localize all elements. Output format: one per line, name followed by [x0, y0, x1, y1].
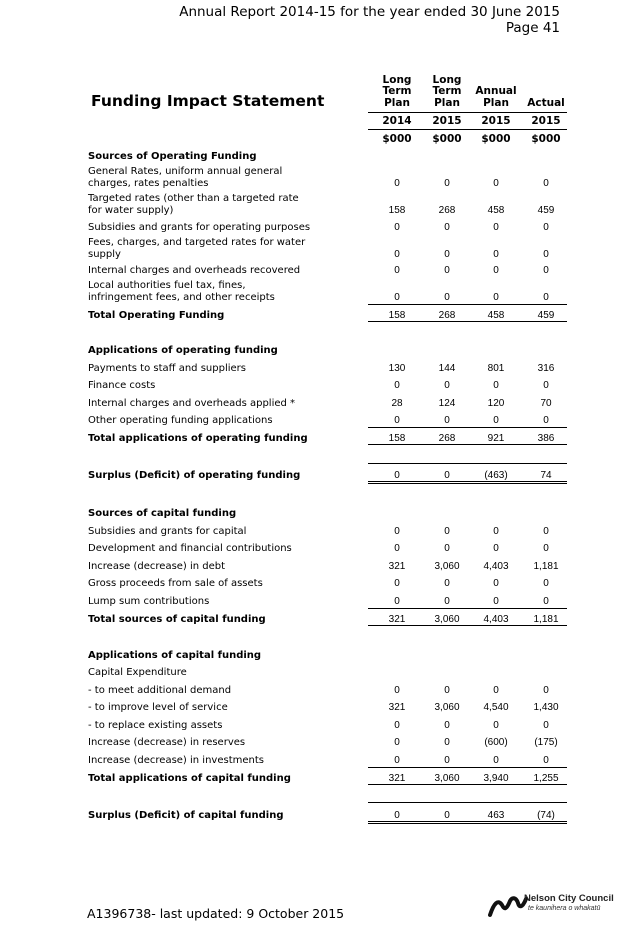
value-cell: 70 — [540, 398, 552, 409]
value-cell: 0 — [444, 265, 450, 276]
total-rule — [368, 625, 567, 626]
row-label: Applications of capital funding — [88, 650, 262, 661]
row-label: Total applications of operating funding — [88, 433, 308, 444]
value-cell: 4,540 — [483, 702, 509, 713]
value-cell: 0 — [543, 415, 549, 426]
value-cell: 0 — [493, 222, 499, 233]
value-cell: 0 — [394, 292, 400, 303]
row-label: Subsidies and grants for operating purposes — [88, 222, 311, 233]
value-cell: 386 — [537, 433, 555, 444]
value-cell: 0 — [444, 526, 450, 537]
value-cell: 0 — [543, 526, 549, 537]
header-rule — [368, 129, 567, 130]
row-label: Surplus (Deficit) of operating funding — [88, 470, 301, 481]
row-label: Total applications of capital funding — [88, 773, 291, 784]
report-title: Annual Report 2014-15 for the year ended 30 June 2015 — [179, 4, 560, 20]
value-cell: 0 — [493, 526, 499, 537]
column-header-unit: $000 — [382, 133, 412, 145]
value-cell: 0 — [493, 380, 499, 391]
value-cell: 0 — [444, 470, 450, 481]
page-header — [179, 4, 560, 36]
row-label: - to meet additional demand — [88, 685, 232, 696]
value-cell: 0 — [493, 292, 499, 303]
value-cell: 0 — [444, 543, 450, 554]
value-cell: 321 — [388, 773, 406, 784]
value-cell: 463 — [487, 810, 505, 821]
column-header-label: Long Term Plan — [432, 73, 462, 109]
value-cell: 0 — [543, 265, 549, 276]
row-label: Subsidies and grants for capital — [88, 526, 247, 537]
value-cell: 74 — [540, 470, 552, 481]
column-header-label: Actual — [527, 96, 565, 109]
page-number: Page 41 — [505, 20, 560, 36]
value-cell: 0 — [493, 543, 499, 554]
value-cell: 0 — [493, 685, 499, 696]
row-label: Sources of Operating Funding — [88, 151, 257, 162]
row-label: - to improve level of service — [88, 702, 228, 713]
value-cell: 321 — [388, 614, 406, 625]
column-header-unit: $000 — [481, 133, 511, 145]
row-label: Targeted rates (other than a targeted rate for water supply) — [88, 193, 299, 216]
council-logo-icon — [488, 893, 528, 919]
value-cell: 0 — [543, 380, 549, 391]
subtotal-rule — [368, 767, 567, 768]
value-cell: 0 — [543, 755, 549, 766]
total-rule — [368, 321, 567, 322]
value-cell: 0 — [493, 720, 499, 731]
value-cell: (600) — [484, 737, 508, 748]
council-name: Nelson City Council — [524, 893, 614, 904]
value-cell: 0 — [493, 596, 499, 607]
value-cell: (74) — [537, 810, 555, 821]
value-cell: 158 — [388, 433, 406, 444]
row-label: Total Operating Funding — [88, 310, 225, 321]
surplus-double-rule — [368, 821, 567, 822]
value-cell: 1,181 — [533, 614, 559, 625]
value-cell: 0 — [543, 249, 549, 260]
value-cell: 0 — [394, 755, 400, 766]
value-cell: 120 — [487, 398, 505, 409]
row-label: Increase (decrease) in reserves — [88, 737, 246, 748]
row-label: - to replace existing assets — [88, 720, 223, 731]
value-cell: 3,060 — [434, 614, 460, 625]
row-label: Increase (decrease) in debt — [88, 561, 226, 572]
value-cell: 801 — [487, 363, 505, 374]
value-cell: 4,403 — [483, 614, 509, 625]
value-cell: 268 — [438, 310, 456, 321]
value-cell: 921 — [487, 433, 505, 444]
value-cell: 0 — [394, 415, 400, 426]
council-tagline: te kaunihera o whakatū — [528, 905, 601, 912]
value-cell: 1,181 — [533, 561, 559, 572]
value-cell: 0 — [394, 526, 400, 537]
row-label: Increase (decrease) in investments — [88, 755, 264, 766]
value-cell: 0 — [394, 810, 400, 821]
surplus-top-rule — [368, 463, 567, 464]
value-cell: 3,940 — [483, 773, 509, 784]
row-label: Capital Expenditure — [88, 667, 187, 678]
value-cell: 0 — [394, 178, 400, 189]
value-cell: 3,060 — [434, 702, 460, 713]
row-label: Development and financial contributions — [88, 543, 292, 554]
value-cell: 3,060 — [434, 773, 460, 784]
value-cell: 0 — [543, 720, 549, 731]
row-label: Sources of capital funding — [88, 508, 237, 519]
column-header-label: Long Term Plan — [382, 73, 412, 109]
value-cell: 0 — [543, 178, 549, 189]
row-label: Lump sum contributions — [88, 596, 210, 607]
value-cell: 0 — [394, 265, 400, 276]
value-cell: 316 — [537, 363, 555, 374]
surplus-double-rule — [368, 481, 567, 482]
value-cell: 0 — [394, 578, 400, 589]
column-header-year: 2015 — [481, 115, 511, 127]
row-label: Other operating funding applications — [88, 415, 273, 426]
value-cell: 0 — [444, 222, 450, 233]
header-rule — [368, 112, 567, 113]
value-cell: 0 — [493, 755, 499, 766]
total-rule — [368, 784, 567, 785]
value-cell: 0 — [394, 222, 400, 233]
value-cell: 28 — [391, 398, 403, 409]
row-label: Finance costs — [88, 380, 156, 391]
value-cell: 0 — [394, 543, 400, 554]
value-cell: 0 — [444, 292, 450, 303]
value-cell: 0 — [394, 720, 400, 731]
value-cell: 0 — [444, 380, 450, 391]
row-label: Internal charges and overheads recovered — [88, 265, 301, 276]
value-cell: 0 — [493, 178, 499, 189]
value-cell: 124 — [438, 398, 456, 409]
row-label: Internal charges and overheads applied * — [88, 398, 296, 409]
value-cell: 158 — [388, 310, 406, 321]
value-cell: 321 — [388, 561, 406, 572]
total-rule — [368, 444, 567, 445]
column-header-year: 2015 — [531, 115, 561, 127]
value-cell: 3,060 — [434, 561, 460, 572]
value-cell: 0 — [543, 292, 549, 303]
subtotal-rule — [368, 304, 567, 305]
column-header-unit: $000 — [432, 133, 462, 145]
row-label: Payments to staff and suppliers — [88, 363, 246, 374]
value-cell: 459 — [537, 310, 555, 321]
value-cell: 458 — [487, 205, 505, 216]
value-cell: 144 — [438, 363, 456, 374]
value-cell: (463) — [484, 470, 508, 481]
value-cell: 0 — [444, 415, 450, 426]
value-cell: (175) — [534, 737, 558, 748]
row-label: Fees, charges, and targeted rates for water supply — [88, 237, 306, 260]
value-cell: 1,255 — [533, 773, 559, 784]
value-cell: 0 — [394, 249, 400, 260]
value-cell: 321 — [388, 702, 406, 713]
value-cell: 0 — [444, 720, 450, 731]
row-label: Surplus (Deficit) of capital funding — [88, 810, 284, 821]
value-cell: 0 — [444, 737, 450, 748]
surplus-double-rule — [368, 483, 567, 484]
value-cell: 0 — [444, 178, 450, 189]
row-label: Applications of operating funding — [88, 345, 278, 356]
row-label: Total sources of capital funding — [88, 614, 266, 625]
value-cell: 0 — [493, 249, 499, 260]
value-cell: 0 — [543, 596, 549, 607]
row-label: General Rates, uniform annual general charges, rates penalties — [88, 166, 283, 189]
value-cell: 0 — [543, 685, 549, 696]
row-label: Gross proceeds from sale of assets — [88, 578, 263, 589]
footer-doc-ref: A1396738- last updated: 9 October 2015 — [87, 906, 345, 921]
subtotal-rule — [368, 608, 567, 609]
value-cell: 1,430 — [533, 702, 559, 713]
statement-title: Funding Impact Statement — [91, 92, 325, 110]
value-cell: 0 — [444, 755, 450, 766]
value-cell: 268 — [438, 433, 456, 444]
value-cell: 0 — [543, 222, 549, 233]
value-cell: 4,403 — [483, 561, 509, 572]
value-cell: 0 — [444, 249, 450, 260]
value-cell: 0 — [543, 543, 549, 554]
column-header-year: 2015 — [432, 115, 462, 127]
value-cell: 0 — [444, 596, 450, 607]
value-cell: 268 — [438, 205, 456, 216]
value-cell: 0 — [394, 380, 400, 391]
value-cell: 0 — [444, 810, 450, 821]
value-cell: 0 — [444, 578, 450, 589]
value-cell: 0 — [493, 578, 499, 589]
value-cell: 0 — [394, 685, 400, 696]
value-cell: 0 — [493, 415, 499, 426]
column-header-label: Annual Plan — [475, 85, 517, 109]
value-cell: 0 — [394, 737, 400, 748]
value-cell: 0 — [394, 596, 400, 607]
surplus-top-rule — [368, 802, 567, 803]
value-cell: 458 — [487, 310, 505, 321]
subtotal-rule — [368, 427, 567, 428]
value-cell: 0 — [493, 265, 499, 276]
column-header-year: 2014 — [382, 115, 412, 127]
value-cell: 130 — [388, 363, 406, 374]
value-cell: 0 — [394, 470, 400, 481]
surplus-double-rule — [368, 823, 567, 824]
value-cell: 0 — [444, 685, 450, 696]
council-logo — [488, 893, 618, 919]
row-label: Local authorities fuel tax, fines, infringement fees, and other receipts — [88, 280, 275, 303]
column-header-unit: $000 — [531, 133, 561, 145]
value-cell: 0 — [543, 578, 549, 589]
value-cell: 459 — [537, 205, 555, 216]
value-cell: 158 — [388, 205, 406, 216]
